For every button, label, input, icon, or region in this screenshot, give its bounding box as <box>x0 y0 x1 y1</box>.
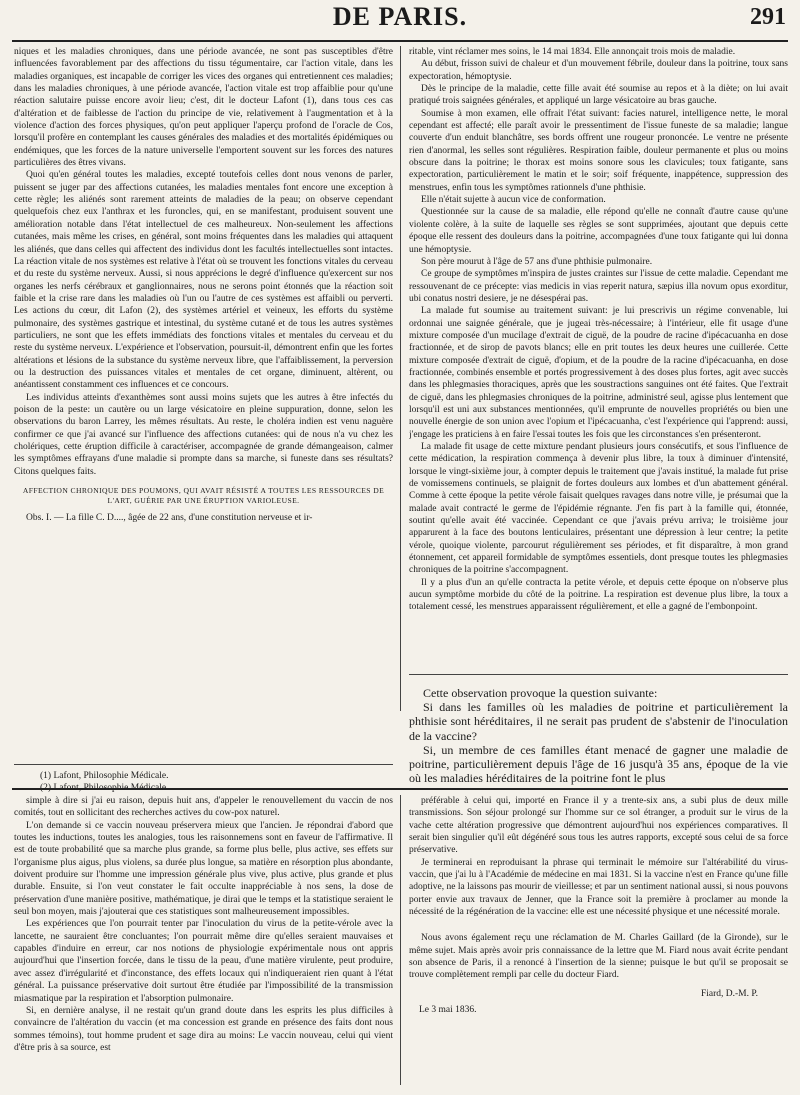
column-divider <box>400 46 401 711</box>
paragraph: Elle n'était sujette à aucun vice de conformation. <box>421 195 606 206</box>
paragraph: Si, en dernière analyse, il ne restait qu'un grand doute dans les esprits les plus difficiles à convaincre de l'altération du vaccin (et ma concession est grande en présence des faits dont nous sommes témoins), tout homme prudent et sage dira au moins: Le vaccin nouveau, celui qui vient d'être pris à sa source, est <box>14 1005 393 1053</box>
paragraph: niques et les maladies chroniques, dans une période avancée, ne sont pas susceptibles d'être influencées favorablement par des affections du tissu tégumentaire, car l'action vitale, dans les maladies organiques, est incapable de corriger les vices des organes qui entretiennent ces maladies; dans les maladies chroniques, à une période avancée, l'action vitale est trop affaiblie pour qu'une réaction salutaire puisse encore avoir lieu; c'est, dit le docteur Lafont (1), dans tous ces cas d'altération et de faiblesse de l'action du principe de vie, relativement à l'augmentation et à la violence d'action des forces physiques, qu'on peut appliquer l'aperçu profond de l'oracle de Cos, lorsqu'il profère en contemplant les causes générales des maladies et des mortalités épidémiques ou endémiques, que les forces de la nature universelle l'emportent souvent sur les forces des natures particulières des êtres vivans. <box>14 47 393 169</box>
paragraph: Les expériences que l'on pourrait tenter par l'inoculation du virus de la petite-vérole avec la lancette, ne sauraient être concluantes; l'on pourrait même dire qu'elles seraient mauvaises et capables d'induire en erreur, car nos notions de physiologie expérimentale nous ont appris aujourd'hui que l'insertion forcée, dans le tissu de la peau, d'une matière virulente, peut produire, avec assez d'irrégularité et d'inconstance, des effets locaux qui n'indiqueraient rien quant à l'état général. La puissance préservative doit surtout être étudiée par l'impossibilité de la transmission miasmatique par la respiration et l'absorption pulmonaire. <box>14 919 393 1004</box>
paragraph: ritable, vint réclamer mes soins, le 14 mai 1834. Elle annonçait trois mois de maladie. <box>409 47 736 57</box>
paragraph: Il y a plus d'un an qu'elle contracta la petite vérole, et depuis cette époque on n'observe plus aucun symptôme morbide du côté de la poitrine. La respiration est devenue plus libre, la toux a totalement cessé, les menstrues apparaissent régulièrement, et elle a gagné de l'embonpoint. <box>409 577 788 613</box>
page-number: 291 <box>750 4 786 30</box>
observation-label: Obs. I. <box>26 513 52 524</box>
paragraph: Je terminerai en reproduisant la phrase qui terminait le mémoire sur l'altérabilité du virus-vaccin, que j'ai lu à l'Académie de médecine en mai 1831. Si la vaccine n'est en France qu'une fille adoptive, ne la laissons pas mourir de vieillesse; et par un sentiment national aussi, si nous pouvons porter envie aux travaux de Jenner, que la France soit la première à proclamer au monde la nécessité de la régénération de la vaccine: elle est une nécessité physique et une nécessité morale. <box>409 857 788 918</box>
paragraph: Les individus atteints d'exanthèmes sont aussi moins sujets que les autres à être infectés du poison de la peste: un cautère ou un large vésicatoire en pleine suppuration, donne, selon les observations du baron Larrey, les mêmes résultats. Au reste, le choléra indien est venu naguère confirmer ce que j'ai avancé sur l'influence des affections cutanées: qui de nous n'a vu chez les cholériques, cette éruption difficile à caractériser, accompagnée de grande démangeaison, calmer les symptômes effrayans d'une maladie si prompte dans sa marche, si funeste dans ses résultats? Citons quelques faits. <box>14 392 393 477</box>
question-block <box>409 686 788 785</box>
paragraph: préférable à celui qui, importé en France il y a trente-six ans, a subi plus de deux mille transmissions. Son séjour prolongé sur l'homme sur ce sol étranger, a produit sur le virus de la vache cette altération progressive que démontrent aujourd'hui nos expériences comparatives. Il serait bien singulier qu'il eût dégénéré sous tous les autres rapports, excepté sous celui de sa force préservative. <box>409 796 788 856</box>
paragraph: Son père mourut à l'âge de 57 ans d'une phthisie pulmonaire. <box>421 256 653 267</box>
paragraph: Questionnée sur la cause de sa maladie, elle répond qu'elle ne connaît d'autre cause qu'une violente colère, à la suite de laquelle ses règles se sont supprimées, ajoutant que depuis cette époque elle ressent des douleurs dans la poitrine, accompagnées d'une toux fatigante qui lui donna une hémoptysie. <box>409 207 788 255</box>
paragraph: La malade fut soumise au traitement suivant: je lui prescrivis un régime convenable, lui ordonnai une saignée générale, que je jugeai très-nécessaire; à l'intérieur, elle fit usage d'une mixture composée d'un mucilage d'extrait de ciguë, de la poudre de racine d'ipécacuanha en dose fractionnée, et de sirop de pavots blancs; elle en prit toutes les deux heures une cuillerée. Cette mixture composée d'extrait de ciguë, d'opium, et de la poudre de la racine d'ipécacuanha, en dose fractionnée, combinés ensemble et portés progressivement à des doses plus fortes, agit avec succès dans les phlegmasies thoraciques, après que les soustractions sanguines ont été faites. Que l'extrait de ciguë, dans les phlegmasies chroniques de la poitrine, administré seul, agisse plus lentement que lorsqu'il est uni aux substances mentionnées, qu'il emprunte de nouvelles propriétés ou bien une nouvelle énergie de son union avec l'opium et l'ipécacuanha, c'est l'expérience qui l'apprend: aussi, j'engage les praticiens à en faire l'essai toutes les fois que les circonstances s'en présenteront. <box>409 306 788 440</box>
footnote: (2) Lafont, Philosophie Médicale. <box>40 783 169 793</box>
footnotes <box>14 770 393 794</box>
paragraph: L'on demande si ce vaccin nouveau préservera mieux que l'ancien. Je répondrai d'abord que toutes les inductions, toutes les analogies, tous les raisonnemens sont en faveur de l'affirmative. Il est de toute probabilité que sa marche plus grande, sa forme plus belle, plus active, ses effets sur l'organisme plus aigus, plus violens, sa durée plus longue, sa matière en résorption plus abondante, doivent produire sur l'homme une impression générale plus vive, plus active, plus grande et plus durable. Ensuite, si l'on veut constater le fait occulte inappréciable à nos sens, la dose de préservation d'une manière positive, mathématique, je dirai que le temps et la statistique seraient le seul bon moyen, mais j'ajouterai que ces statistiques sont malheureusement impossibles. <box>14 820 393 918</box>
footnote-rule <box>14 764 393 765</box>
bottom-left-column <box>14 795 393 1095</box>
paragraph: simple à dire si j'ai eu raison, depuis huit ans, d'appeler le renouvellement du vaccin de nos comités, tout en sollicitant des recherches actives du cow-pox naturel. <box>14 796 393 819</box>
right-column <box>409 46 788 669</box>
section-separator <box>12 788 788 790</box>
bottom-right-column <box>409 795 788 1095</box>
question-intro: Cette observation provoque la question suivante: <box>423 686 658 700</box>
question-continuation: Si, un membre de ces familles étant menacé de gagner une maladie de poitrine, particulièrement depuis l'âge de 16 jusqu'à 35 ans, époque de la vie où les maladies héréditaires de la poitrine font le plus <box>409 742 788 786</box>
observation-text: — La fille C. D...., âgée de 22 ans, d'une constitution nerveuse et ir- <box>53 513 313 524</box>
paragraph: Quoi qu'en général toutes les maladies, excepté toutefois celles dont nous venons de parler, puissent se juger par des affections cutanées, les maladies mentales font encore une exception à cette règle; les aliénés sont rarement atteints de maladies de la peau; on observe cependant quelquefois chez eux l'anthrax et les furoncles, qui, en se manifestant, produisent souvent une amélioration notable dans l'état intellectuel de ces malheureux. Non-seulement les affections cutanées, mais même les crises, en général, sont moins fréquentes dans les maladies qui attaquent les aliénés, que dans celles qui affectent des individus dont les facultés intellectuelles sont intactes. La réaction vitale de nos systèmes est relative à l'état où se trouvent les fonctions vitales du cerveau et du reste du système nerveux. Aussi, si nous apprécions le degré d'influence qu'exercent sur nos organes les nerfs cérébraux et ganglionnaires, nous ne serons point étonnés que la réaction soit faible et la crise rare dans les maladies où l'un ou l'autre de ces systèmes est affaibli ou perverti. Les actions du cœur, dit Lafon (2), des systèmes artériel et veineux, les efforts du système pulmonaire, des systèmes gastrique et intestinal, du système cutané et de tous les autres systèmes particuliers, ne sont que les effets immédiats des fonctions vitales et mentales du cerveau et du reste du système nerveux. L'expérience et l'observation, poursuit-il, démontrent enfin que les fortes altérations et lésions de la substance du système nerveux libre, que l'affaiblissement, la perversion ou la destruction des puissances vitales et mentales de cet organe, diminuent, altèrent, ou anéantissent constamment ces influences et ce concours. <box>14 170 393 391</box>
header-rule <box>12 40 788 42</box>
paragraph: La malade fit usage de cette mixture pendant plusieurs jours consécutifs, et sous l'influence de cette médication, la respiration commença à devenir plus libre, la toux à diminuer d'intensité, lorsque le vingt-sixième jour, à compter depuis le traitement que j'avais institué, la malade fut prise de vomissemens continuels, se plaignit de fortes douleurs aux lombes et d'un abattement général. Comme à cette époque la petite vérole faisait quelques ravages dans notre ville, je présumai que la malade avait contracté le germe de l'épidémie régnante. J'en fis part à la famille qui, étonnée, soutint qu'elle avait été vaccinée. Cependant ce que j'avais prévu arriva; le troisième jour apparurent à la face des boutons lenticulaires, présentant une dépression à leur centre; la petite vérole, quoique violente, parcourut régulièrement ses périodes, et fit disparaître, à mon grand étonnement, cet appareil formidable de symptômes essentiels, dont presque toutes les phlegmasies chroniques de la poitrine s'accompagnent. <box>409 442 788 576</box>
letter-date: Le 3 mai 1836. <box>419 1005 477 1016</box>
page-header-title: DE PARIS. <box>332 2 468 31</box>
right-column-rule <box>409 674 788 675</box>
bottom-column-divider <box>400 795 401 1085</box>
footnote: (1) Lafont, Philosophie Médicale. <box>40 771 169 781</box>
observation-line <box>14 512 393 524</box>
section-heading: AFFECTION CHRONIQUE DES POUMONS, QUI AVAIT RÉSISTÉ A TOUTES LES RESSOURCES DE L'ART, GUÉRIE PAR UNE ÉRUPTION VARIOLEUSE. <box>22 486 385 506</box>
paragraph: Nous avons également reçu une réclamation de M. Charles Gaillard (de la Gironde), sur le même sujet. Mais après avoir pris connaissance de la lettre que M. Fiard nous avait écrite pendant son absence de Paris, il a renoncé à l'insertion de la sienne; puisque le but qu'il se proposait se trouve complètement rempli par celle du docteur Fiard. <box>409 933 788 981</box>
paragraph: Soumise à mon examen, elle offrait l'état suivant: facies naturel, intelligence nette, le moral cependant est affecté; elle paraît avoir le pressentiment de l'issue funeste de sa maladie; langue couverte d'un enduit blanchâtre, ses bords offrent une rougeur prononcée. Le ventre ne présente rien d'anormal, les selles sont régulières. Respiration faible, douleur permanente et plus ou moins obscure dans la poitrine; le thorax est moins sonore sous les clavicules; toux fatigante, sans expectoration, particulièrement le matin et le soir; soif fréquente, inappétence, suppression des menstrues, enfin tous les symptômes rationnels d'une phthisie. <box>409 108 788 193</box>
question-text: Si dans les familles où les maladies de poitrine et particulièrement la phthisie sont héréditaires, il ne serait pas prudent de s'abstenir de l'inoculation de la vaccine? <box>409 700 788 743</box>
author-signature: Fiard, D.-M. P. <box>700 988 758 999</box>
paragraph: Dès le principe de la maladie, cette fille avait été soumise au repos et à la diète; on lui avait pratiqué trois saignées générales, et appliqué un large vésicatoire au bras gauche. <box>409 84 788 107</box>
paragraph: Au début, frisson suivi de chaleur et d'un mouvement fébrile, douleur dans la poitrine, toux sans expectoration, hémoptysie. <box>409 59 788 82</box>
left-column <box>14 46 393 680</box>
paragraph: Ce groupe de symptômes m'inspira de justes craintes sur l'issue de cette maladie. Cependant me ressouvenant de ce précepte: vias medicis in vias reperit natura, sæpius illa novum opus exorditur, ubi conatus nostri desiere, je ne désespérai pas. <box>409 269 788 304</box>
